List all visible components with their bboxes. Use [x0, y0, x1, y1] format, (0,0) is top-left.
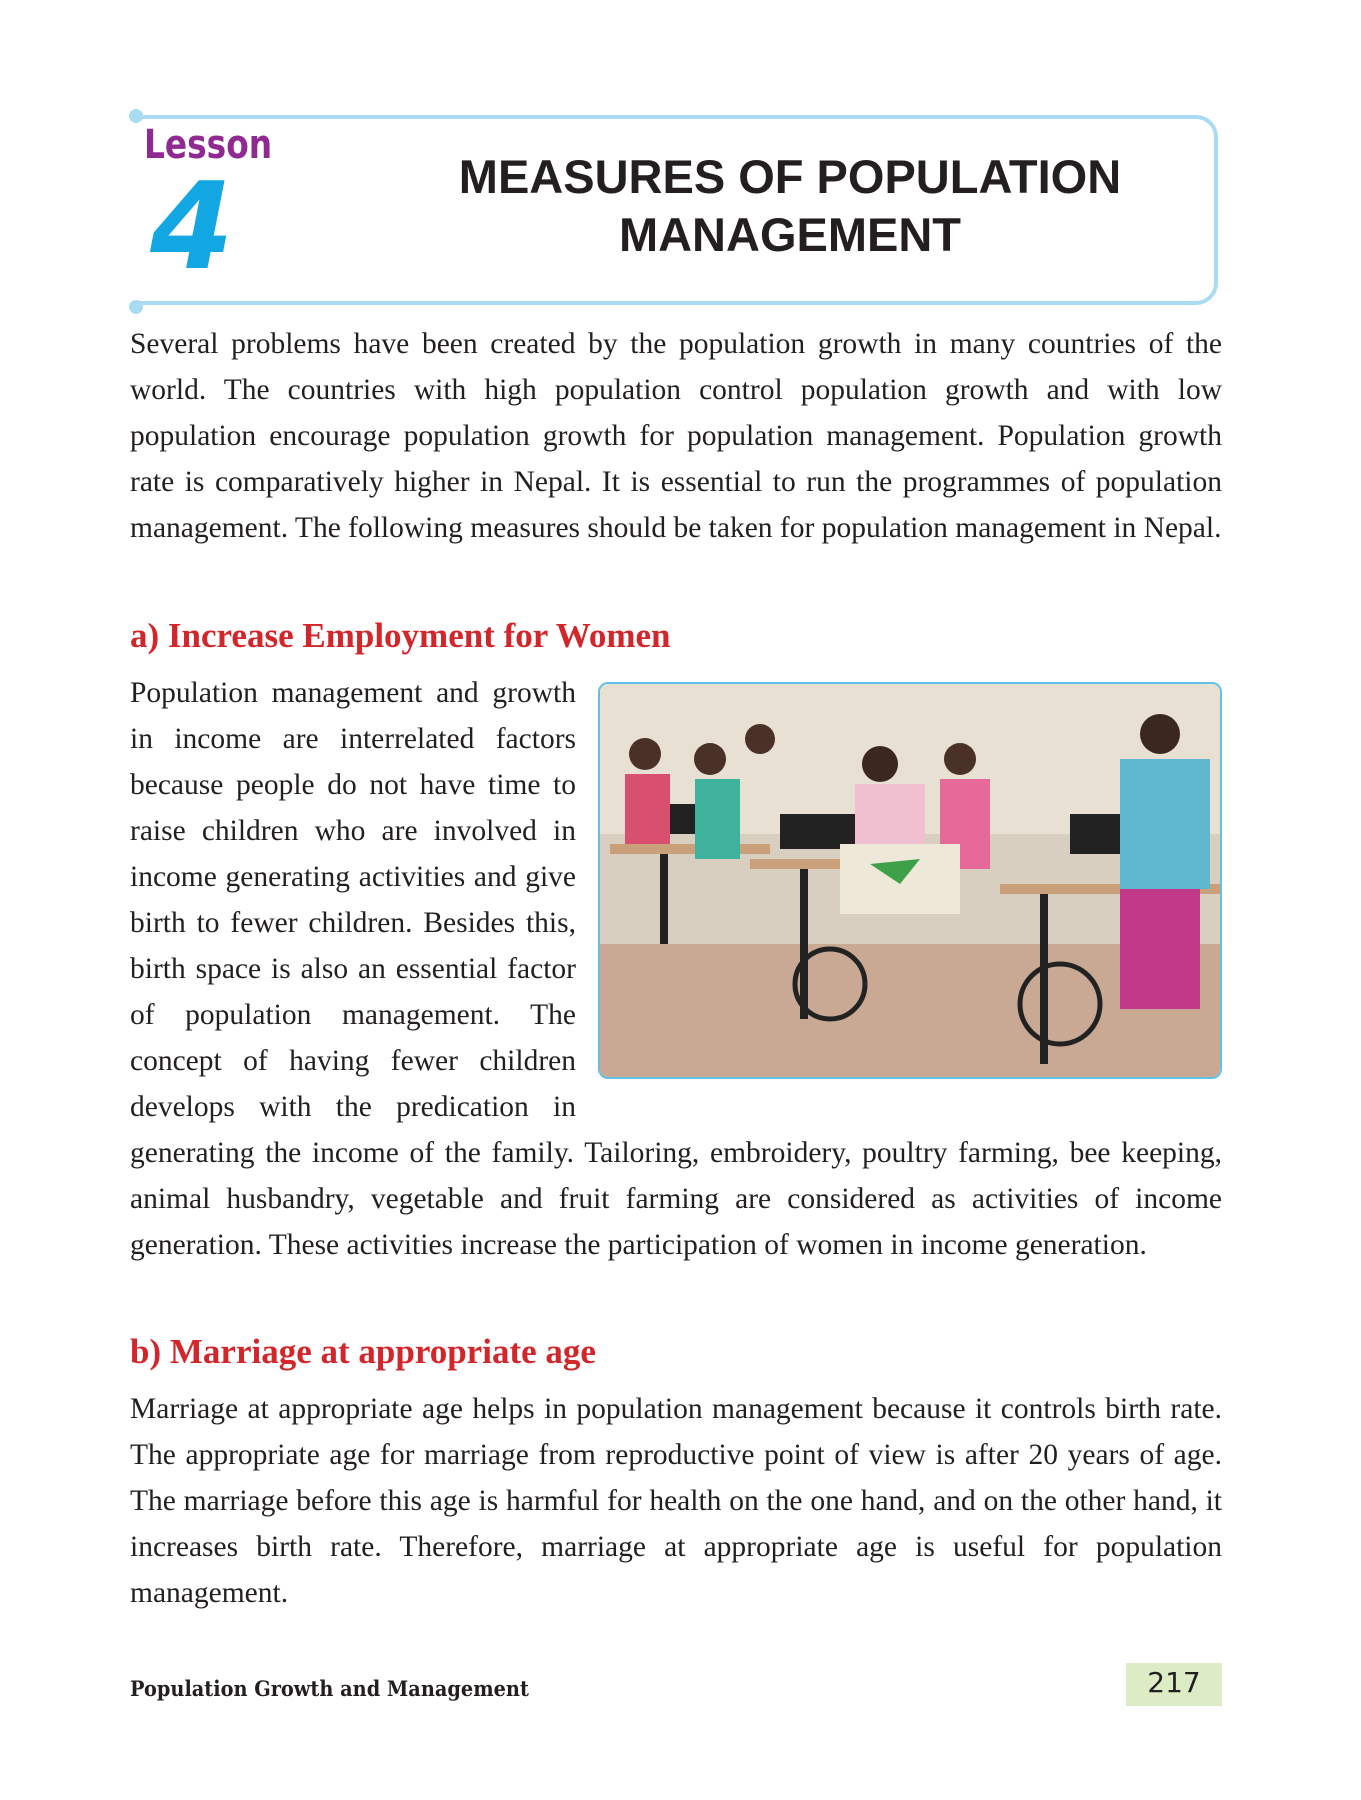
page-title [360, 148, 1220, 264]
title-line: MEASURES OF POPULATION [458, 150, 1122, 203]
tailoring-photo [598, 682, 1222, 1079]
intro-text: Several problems have been created by the population growth in many countries of the world. The countries with high population control population growth and with low population encourage population growth for population management. Population growth rate is comparatively higher in Nepal. It is essential to run the programmes of population management. The following measures should be taken for population management in Nepal. [130, 328, 1222, 544]
section-a-text: Population management and growth in income are interrelated factors because people do not have time to raise children who are involved in income generating activities and give birth to fewer children. Besides this, birth space is also an essential factor of population management. The concept of having fewer children develops with the predication in generating the income of the family. Tailoring, embroidery, poultry farming, bee keeping, animal husbandry, vegetable and fruit farming are considered as activities of income generation. These activities increase the participation of women in income generation. [130, 677, 1222, 1261]
title-line: MANAGEMENT [618, 208, 962, 261]
page-number: 217 [1126, 1663, 1222, 1706]
section-b-text: Marriage at appropriate age helps in population management because it controls birth rate. The appropriate age for marriage from reproductive point of view is after 20 years of age. The marriage before this age is harmful for health on the one hand, and on the other hand, it increases birth rate. Therefore, marriage at appropriate age is useful for population management. [130, 1393, 1222, 1609]
section-a-paragraph [130, 670, 1222, 1268]
section-b-paragraph [130, 1386, 1222, 1616]
lesson-number: 4 [150, 158, 234, 297]
lesson-label: Lesson [144, 122, 273, 168]
section-b-heading: b) Marriage at appropriate age [130, 1332, 596, 1371]
section-a-heading: a) Increase Employment for Women [130, 616, 671, 655]
footer-book-title: Population Growth and Management [130, 1676, 529, 1701]
intro-paragraph [130, 321, 1222, 551]
